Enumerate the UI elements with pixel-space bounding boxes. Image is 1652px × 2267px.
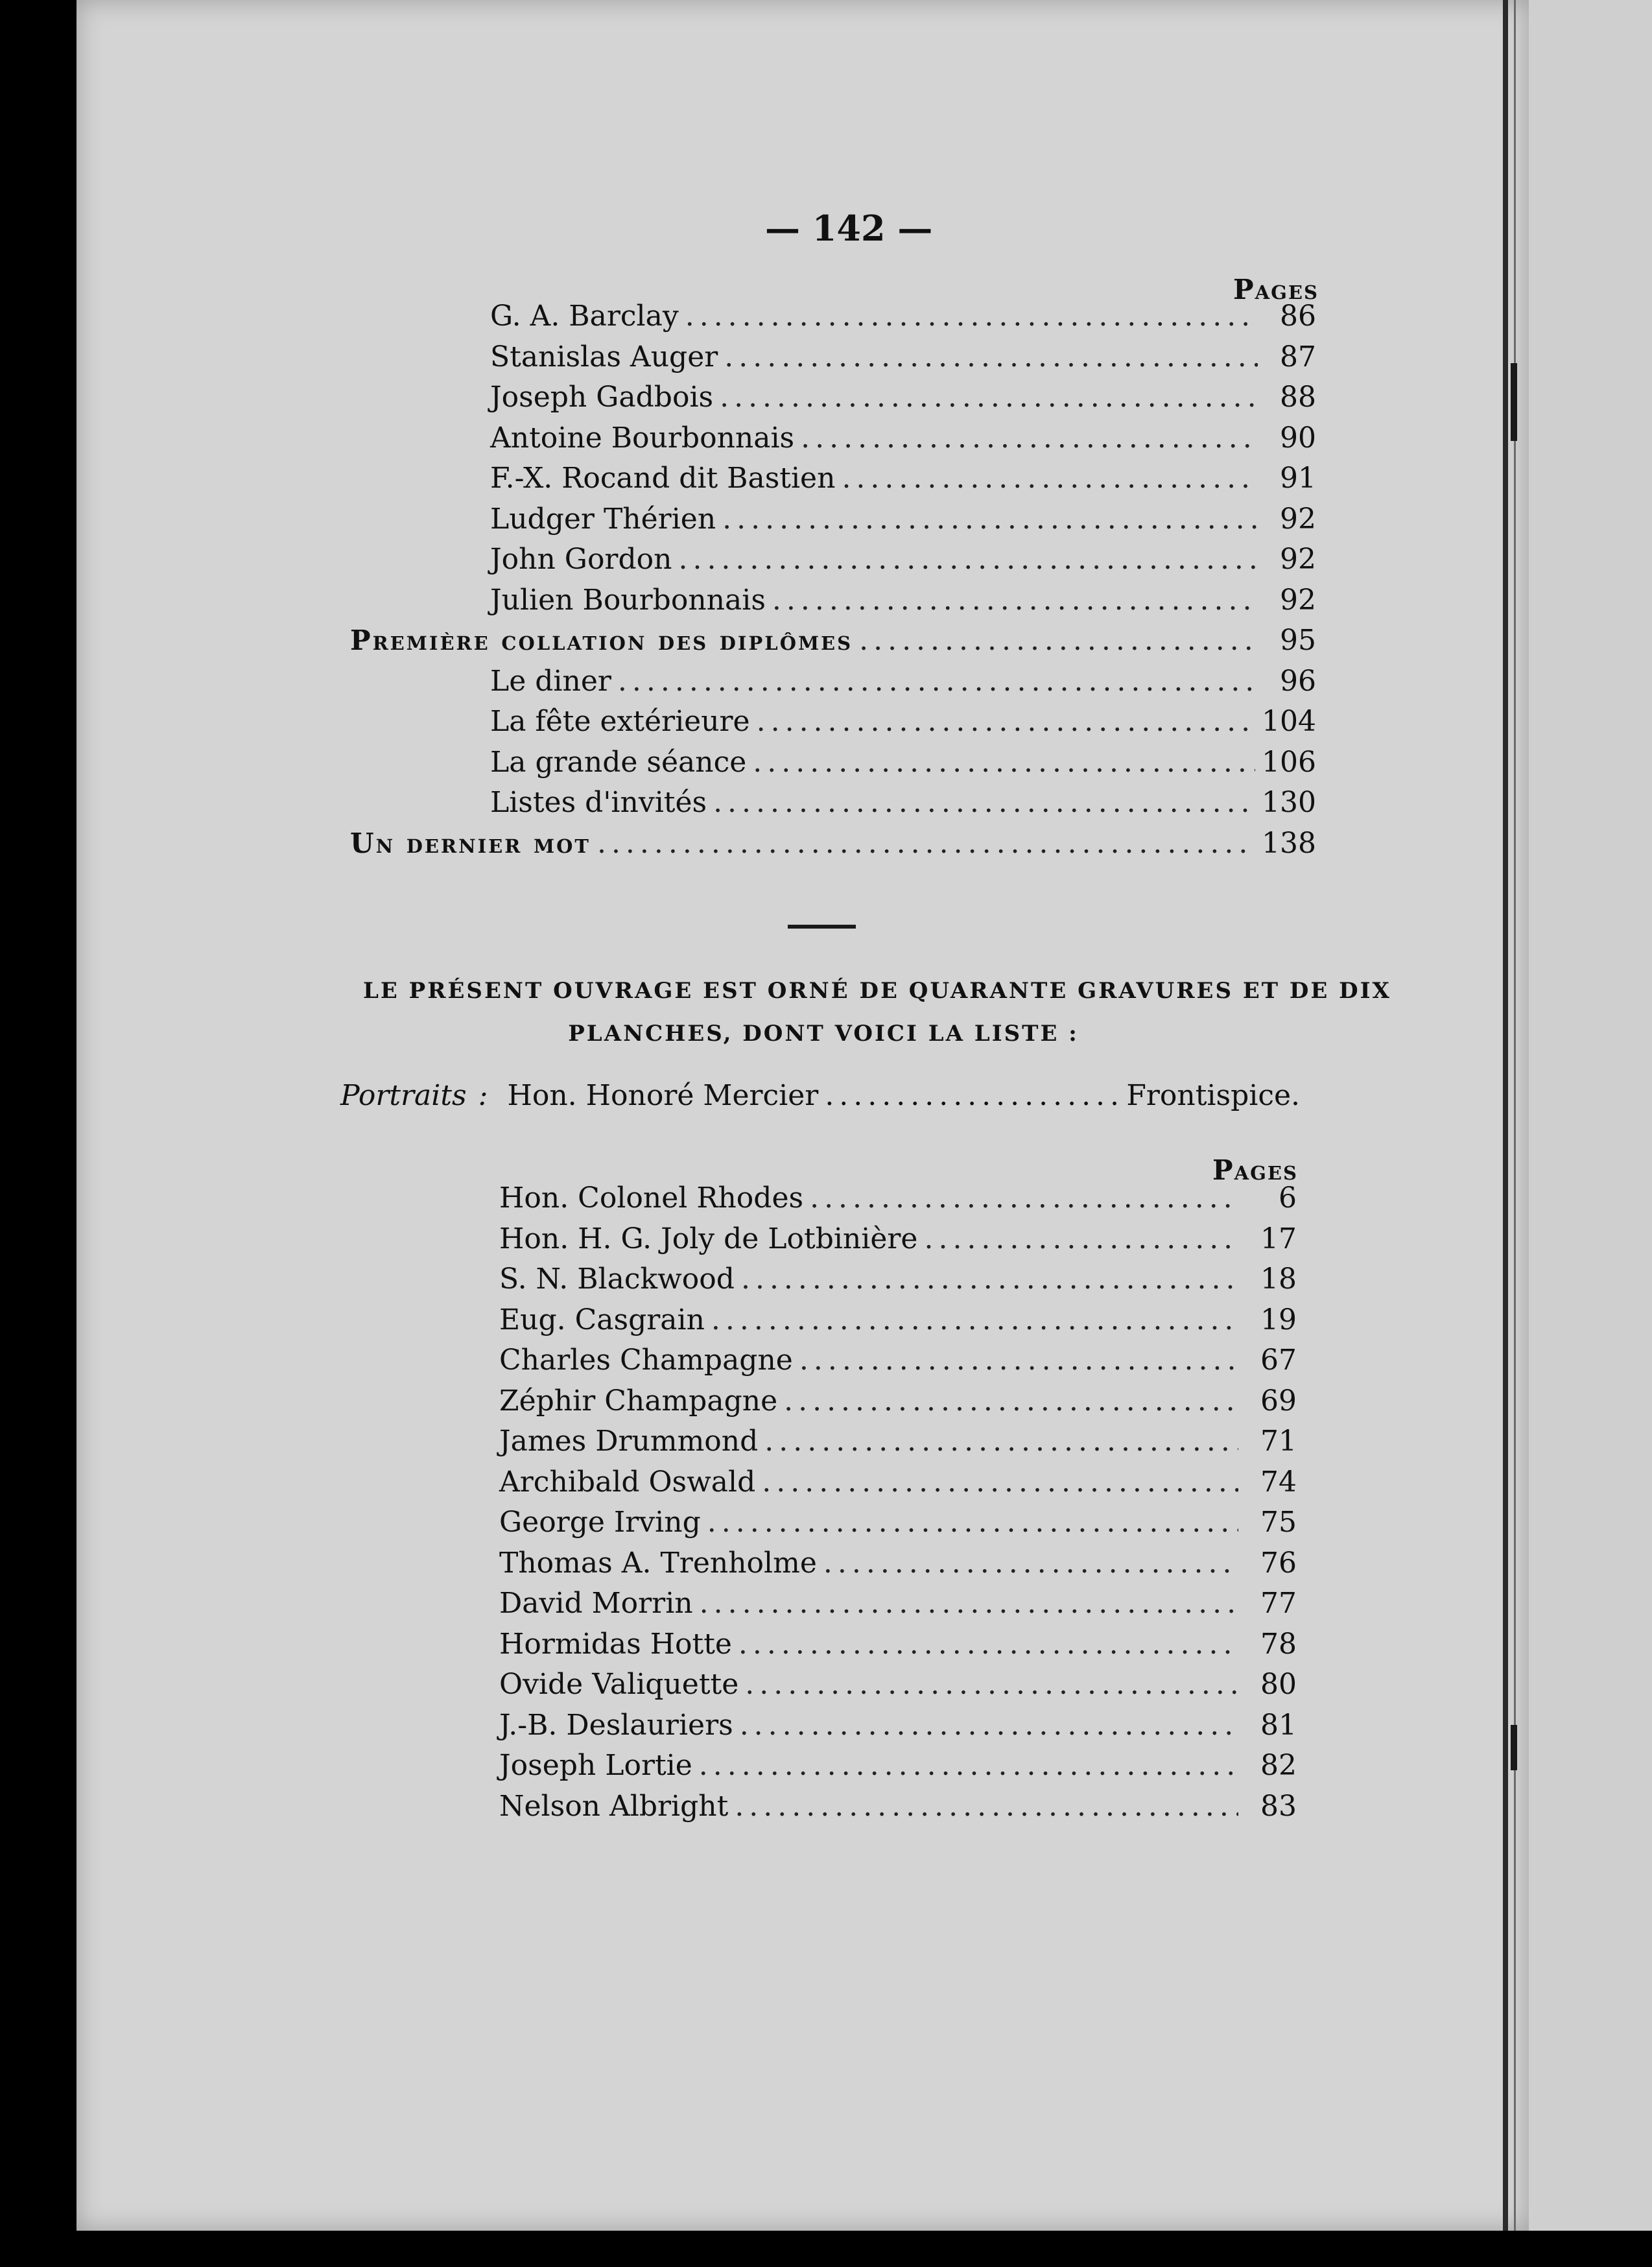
toc-entry — [350, 421, 1316, 462]
toc-entry-page: 81 — [1260, 1708, 1297, 1742]
toc-entry — [350, 503, 1316, 543]
leader-dots — [740, 1709, 1238, 1742]
toc-entry — [350, 340, 1316, 381]
portrait-name: Hon. Honoré Mercier — [507, 1079, 819, 1112]
edge-mark — [1511, 363, 1517, 441]
toc-entry — [499, 1181, 1297, 1222]
toc-entry-page: 92 — [1280, 543, 1316, 576]
toc-entry-page: 88 — [1280, 381, 1316, 414]
toc-entry — [350, 624, 1316, 665]
toc-entry — [499, 1303, 1297, 1344]
toc-entry — [499, 1466, 1297, 1506]
leader-dots — [842, 462, 1258, 495]
toc-entry-page: 69 — [1260, 1384, 1297, 1418]
leader-dots — [825, 1079, 1120, 1112]
toc-entry-page: 18 — [1260, 1263, 1297, 1296]
leader-dots — [772, 584, 1258, 617]
leader-dots — [745, 1668, 1238, 1701]
toc-entry-page: 78 — [1260, 1627, 1297, 1661]
toc-entry-page: 67 — [1260, 1344, 1297, 1377]
toc-entry-label: La fête extérieure — [490, 705, 750, 738]
toc-entry-label: David Morrin — [499, 1587, 693, 1620]
toc-entry-label: G. A. Barclay — [490, 300, 679, 333]
toc-entry-page: 138 — [1262, 826, 1316, 860]
toc-entry — [350, 665, 1316, 706]
edge-mark — [1511, 1725, 1517, 1770]
pages-column-label: Pages — [1233, 274, 1319, 305]
toc-entry-label: John Gordon — [490, 543, 672, 576]
toc-entry-label: Julien Bourbonnais — [490, 583, 766, 617]
toc-entry-page: 76 — [1260, 1546, 1297, 1580]
leader-dots — [713, 786, 1255, 819]
toc-entry-page: 71 — [1260, 1425, 1297, 1458]
page-number: — 142 — — [765, 208, 933, 249]
toc-entry — [499, 1263, 1297, 1303]
toc-entry-label: Zéphir Champagne — [499, 1384, 778, 1418]
toc-entry-label: Hon. H. G. Joly de Lotbinière — [499, 1222, 918, 1255]
toc-entry-page: 19 — [1260, 1303, 1297, 1336]
section-divider — [788, 925, 856, 929]
adjacent-page-edge — [1529, 0, 1652, 2231]
toc-entry-page: 17 — [1260, 1222, 1297, 1255]
toc-entry-page: 75 — [1260, 1506, 1297, 1539]
toc-entry-page: 80 — [1260, 1668, 1297, 1701]
leader-dots — [685, 300, 1258, 333]
toc-entry-label: Eug. Casgrain — [499, 1303, 705, 1336]
portraits-list — [499, 1181, 1297, 1830]
portraits-frontispiece-row — [340, 1079, 1300, 1112]
toc-entry — [499, 1344, 1297, 1384]
toc-entry-page: 74 — [1260, 1465, 1297, 1499]
leader-dots — [722, 503, 1258, 536]
toc-entry — [499, 1790, 1297, 1831]
toc-entry-label: George Irving — [499, 1506, 701, 1539]
toc-entry-label: Le diner — [490, 664, 611, 698]
toc-entry-label: F.-X. Rocand dit Bastien — [490, 462, 836, 495]
toc-entry-label: S. N. Blackwood — [499, 1263, 735, 1296]
leader-dots — [618, 665, 1258, 698]
toc-entry-label: Listes d'invités — [490, 786, 707, 819]
toc-entry-label: Thomas A. Trenholme — [499, 1546, 817, 1580]
leader-dots — [738, 1628, 1238, 1661]
leader-dots — [597, 827, 1255, 860]
toc-entry — [499, 1222, 1297, 1263]
toc-entry-page: 92 — [1280, 583, 1316, 617]
toc-entry — [499, 1709, 1297, 1750]
toc-entry-page: 95 — [1280, 624, 1316, 657]
toc-entry — [350, 584, 1316, 624]
toc-entry — [350, 381, 1316, 421]
portrait-page: Frontispice. — [1126, 1079, 1300, 1112]
toc-entry — [499, 1506, 1297, 1547]
toc-entry-label: Ludger Thérien — [490, 502, 716, 536]
leader-dots — [724, 340, 1258, 374]
toc-entry — [499, 1668, 1297, 1709]
toc-entry — [499, 1547, 1297, 1587]
leader-dots — [799, 1344, 1238, 1377]
toc-entry-label: Première collation des diplômes — [350, 624, 853, 656]
toc-entry-label: James Drummond — [499, 1425, 759, 1458]
toc-entry — [350, 827, 1316, 868]
toc-entry — [350, 300, 1316, 340]
binding-fold-shadow — [1514, 0, 1516, 2231]
leader-dots — [784, 1384, 1238, 1418]
leader-dots — [678, 543, 1258, 576]
toc-entry-page: 90 — [1280, 421, 1316, 455]
toc-entry-label: Antoine Bourbonnais — [490, 421, 795, 455]
leader-dots — [924, 1222, 1238, 1255]
toc-entry-page: 130 — [1262, 786, 1316, 819]
toc-entry-label: Joseph Gadbois — [490, 381, 714, 414]
toc-entry-label: Ovide Valiquette — [499, 1668, 739, 1701]
toc-entry — [499, 1628, 1297, 1668]
toc-entry — [499, 1425, 1297, 1466]
toc-entry-page: 91 — [1280, 462, 1316, 495]
table-of-contents — [350, 300, 1316, 867]
toc-entry — [499, 1384, 1297, 1425]
leader-dots — [764, 1425, 1238, 1458]
leader-dots — [699, 1749, 1238, 1782]
leader-dots — [711, 1303, 1238, 1336]
portraits-heading: Portraits — [340, 1079, 467, 1112]
toc-entry-label: Un dernier mot — [350, 827, 591, 859]
toc-entry-label: Joseph Lortie — [499, 1749, 692, 1782]
toc-entry-label: Hon. Colonel Rhodes — [499, 1181, 804, 1215]
toc-entry — [499, 1587, 1297, 1628]
toc-entry — [350, 462, 1316, 503]
leader-dots — [700, 1587, 1238, 1620]
toc-entry — [499, 1749, 1297, 1790]
toc-entry — [350, 786, 1316, 827]
toc-entry-page: 83 — [1260, 1789, 1297, 1823]
leader-dots — [720, 381, 1258, 414]
toc-entry-page: 6 — [1279, 1181, 1297, 1215]
leader-dots — [762, 1466, 1238, 1499]
leader-dots — [859, 624, 1258, 657]
pages-column-label: Pages — [1212, 1154, 1298, 1186]
toc-entry-page: 106 — [1262, 745, 1316, 779]
leader-dots — [753, 746, 1255, 779]
leader-dots — [741, 1263, 1238, 1296]
leader-dots — [735, 1790, 1238, 1823]
toc-entry-page: 104 — [1262, 705, 1316, 738]
binding-fold — [1503, 0, 1508, 2231]
toc-entry — [350, 543, 1316, 584]
toc-entry-page: 87 — [1280, 340, 1316, 374]
toc-entry-label: Stanislas Auger — [490, 340, 718, 374]
leader-dots — [707, 1506, 1238, 1539]
toc-entry-page: 82 — [1260, 1749, 1297, 1782]
toc-entry-page: 92 — [1280, 502, 1316, 536]
portraits-colon: : — [478, 1079, 488, 1112]
leader-dots — [801, 421, 1258, 455]
toc-entry-label: Hormidas Hotte — [499, 1627, 732, 1661]
toc-entry-page: 86 — [1280, 300, 1316, 333]
toc-entry-label: Archibald Oswald — [499, 1465, 756, 1499]
toc-entry-page: 77 — [1260, 1587, 1297, 1620]
leader-dots — [810, 1181, 1238, 1215]
illustrations-notice-line-1: LE PRÉSENT OUVRAGE EST ORNÉ DE QUARANTE GRAVURES ET DE DIX — [363, 978, 1391, 1004]
toc-entry-label: Charles Champagne — [499, 1344, 793, 1377]
toc-entry — [350, 705, 1316, 746]
toc-entry-label: La grande séance — [490, 745, 747, 779]
toc-entry-page: 96 — [1280, 664, 1316, 698]
toc-entry-label: J.-B. Deslauriers — [499, 1708, 733, 1742]
leader-dots — [757, 705, 1255, 738]
toc-entry — [350, 746, 1316, 787]
illustrations-notice-line-2: PLANCHES, DONT VOICI LA LISTE : — [568, 1021, 1079, 1047]
leader-dots — [823, 1547, 1238, 1580]
toc-entry-label: Nelson Albright — [499, 1789, 729, 1823]
